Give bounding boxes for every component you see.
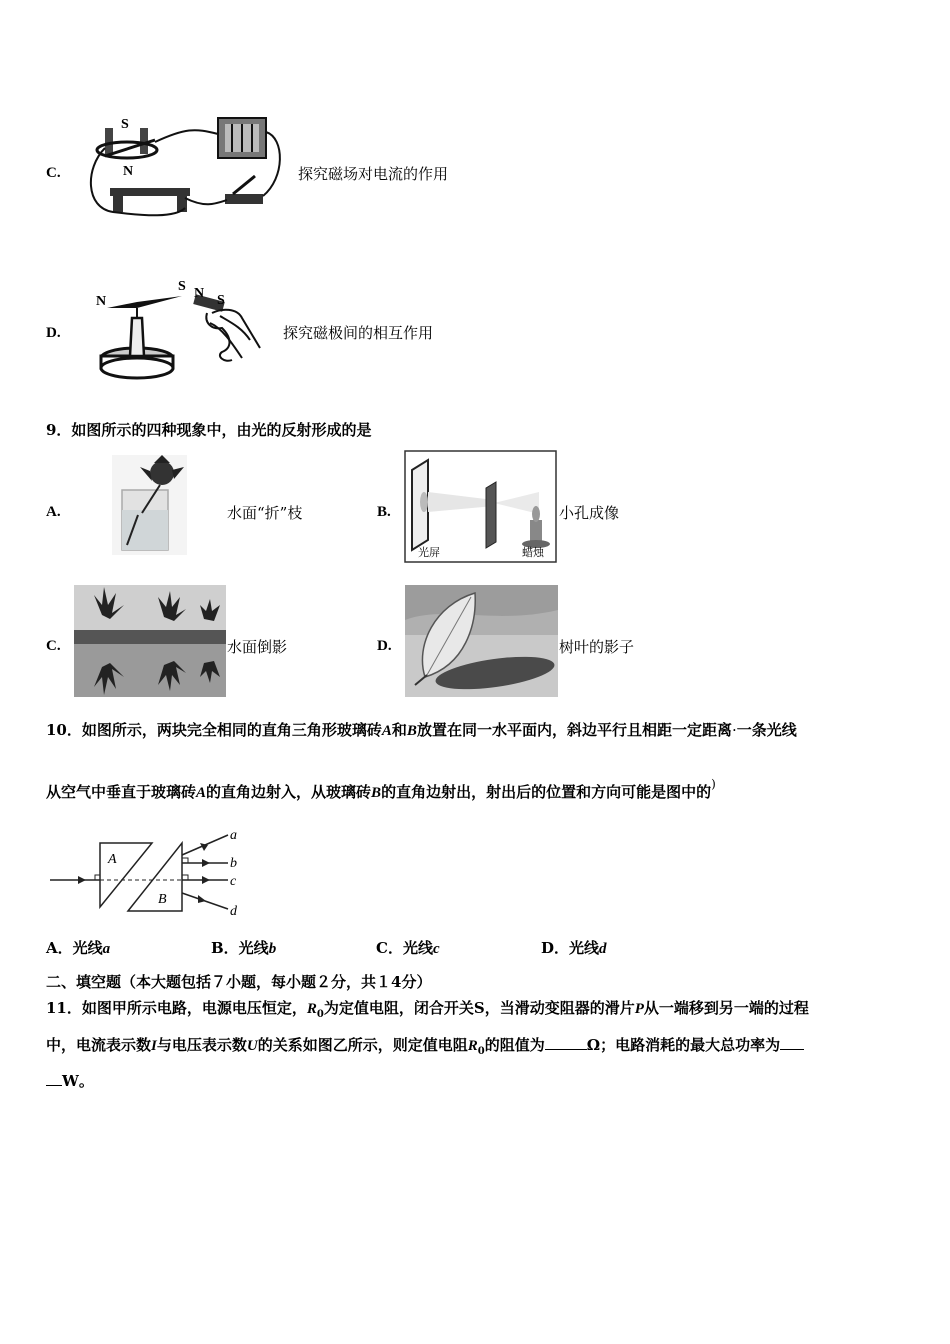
q9-b-figure xyxy=(404,450,557,563)
q9-d-figure xyxy=(405,585,558,697)
q9-option-d-text: 树叶的影子 xyxy=(559,638,635,656)
q10-prism-diagram xyxy=(50,825,250,920)
magnet-n-label: N xyxy=(123,164,134,179)
q8-option-c-text: 探究磁场对电流的作用 xyxy=(298,165,449,183)
magnet-s-label: S xyxy=(121,117,129,132)
prism-a-label: A xyxy=(108,852,117,867)
section-2-heading: 二、填空题（本大题包括７小题，每小题２分，共１4分） xyxy=(46,973,432,991)
ray-c-label: c xyxy=(230,874,237,889)
q11-blank-power-part2[interactable] xyxy=(46,1071,62,1086)
q8-c-figure xyxy=(85,108,290,220)
q9-a-figure xyxy=(112,455,187,555)
q8-option-d-label: D. xyxy=(46,325,61,341)
q11-line2: 中，电流表示数I与电压表示数U的关系如图乙所示，则定值电阻$R_0$的阻值为 Ω；电路消耗的最大总功率为 xyxy=(46,1035,804,1062)
q10-option-a: A．光线a xyxy=(46,939,111,957)
q9-option-b-label: B. xyxy=(377,504,391,520)
q10-option-d: D．光线d xyxy=(541,939,607,957)
q8-option-d-text: 探究磁极间的相互作用 xyxy=(283,324,434,342)
q9-c-figure xyxy=(74,585,226,697)
q10-stem-line1: 10．如图所示，两块完全相同的直角三角形玻璃砖A和B放置在同一水平面内，斜边平行且相距一定距离·一条光线 xyxy=(46,721,797,739)
prism-b-label: B xyxy=(158,892,167,907)
q10-option-c: C．光线c xyxy=(376,939,440,957)
q11-blank-resistance[interactable] xyxy=(545,1035,587,1050)
screen-label: 光屏 xyxy=(418,546,440,559)
q9-option-a-label: A. xyxy=(46,504,61,520)
q11-line1: 11．如图甲所示电路，电源电压恒定，$R_0$为定值电阻，闭合开关S，当滑动变阻器的滑片P从一端移到另一端的过程 xyxy=(46,999,809,1020)
q9-option-c-text: 水面倒影 xyxy=(227,638,288,656)
ray-d-label: d xyxy=(230,904,237,919)
needle-n-label: N xyxy=(96,294,107,309)
q9-stem: 9．如图所示的四种现象中，由光的反射形成的是 xyxy=(46,421,372,439)
q10-option-b: B．光线b xyxy=(211,939,277,957)
needle-s-label: S xyxy=(178,279,186,294)
magnet-s-label: S xyxy=(217,293,225,308)
ray-b-label: b xyxy=(230,856,237,871)
q11-line3: W。 xyxy=(46,1071,94,1091)
q10-stem-line2: 从空气中垂直于玻璃砖A的直角边射入，从玻璃砖B的直角边射出，射出后的位置和方向可能是图中的) xyxy=(46,777,716,801)
q9-option-b-text: 小孔成像 xyxy=(559,504,620,522)
candle-label: 蜡烛 xyxy=(522,546,544,559)
q11-blank-power-part1[interactable] xyxy=(780,1035,804,1050)
q8-option-c-label: C. xyxy=(46,165,61,181)
q9-option-d-label: D. xyxy=(377,638,392,654)
ray-a-label: a xyxy=(230,828,237,843)
magnet-n-label: N xyxy=(194,286,205,301)
q8-d-figure xyxy=(92,268,282,383)
q9-option-c-label: C. xyxy=(46,638,61,654)
q9-option-a-text: 水面“折”枝 xyxy=(227,504,303,522)
